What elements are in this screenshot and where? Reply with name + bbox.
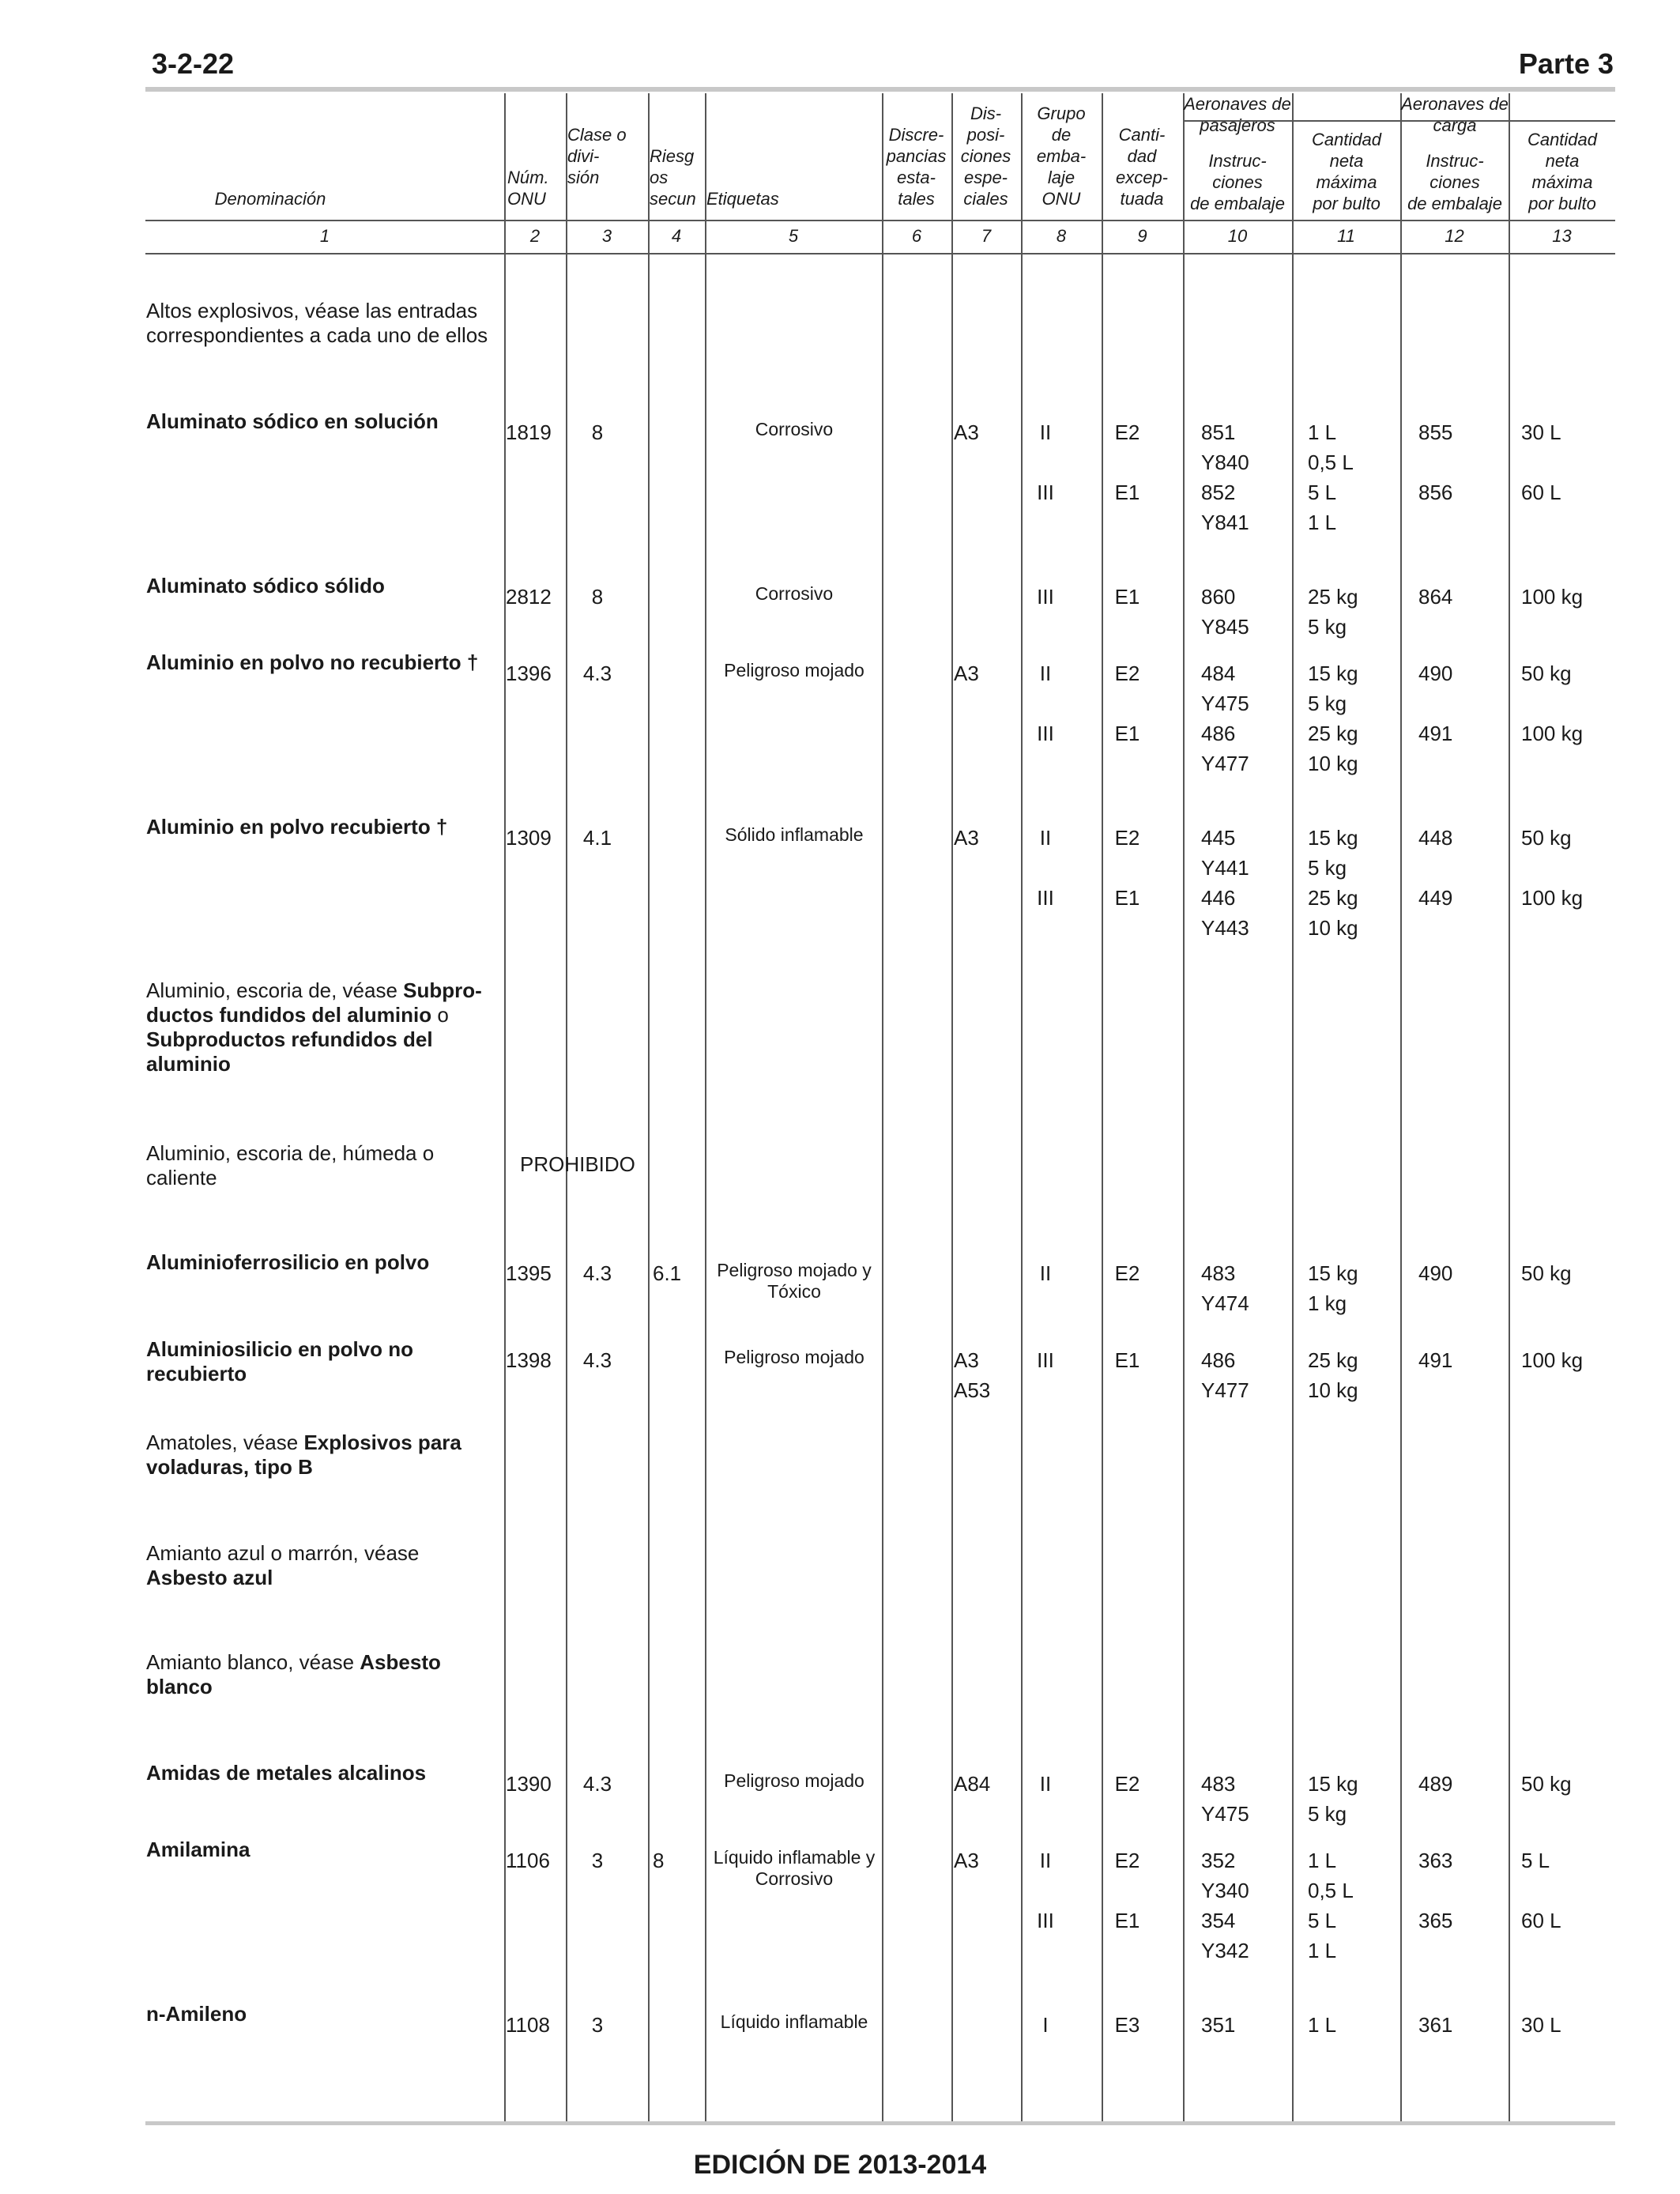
un-number: 1108 xyxy=(506,2013,550,2037)
un-number: 1398 xyxy=(506,1348,552,1372)
hazard-label: Líquido inflamable y Corrosivo xyxy=(713,1847,876,1889)
col-header-state-var: Discre- pancias esta- tales xyxy=(886,125,947,209)
column-separator xyxy=(951,93,953,2121)
col-header-special-prov: Dis- posi- ciones espe- ciales xyxy=(960,104,1011,209)
entry-name: Aluminato sódico en solución xyxy=(146,409,439,433)
entry-name: Aluminio, escoria de, véase Subpro-ductos fundidos del aluminio o Subproductos refundidos del aluminio xyxy=(146,978,482,1076)
passenger-max-quantity: 15 kg 5 kg xyxy=(1308,1772,1358,1826)
hazard-label: Sólido inflamable xyxy=(725,824,864,845)
column-number: 7 xyxy=(981,226,992,246)
column-separator xyxy=(648,93,650,2121)
column-number: 12 xyxy=(1445,226,1464,246)
cargo-packing-instruction: 491 xyxy=(1418,1348,1453,1372)
cargo-max-quantity: 50 kg xyxy=(1521,1772,1572,1796)
column-number: 11 xyxy=(1337,226,1355,246)
cargo-packing-instruction: 490 xyxy=(1418,1261,1453,1285)
prohibited-label: PROHIBIDO xyxy=(520,1152,635,1176)
column-separator xyxy=(882,93,883,2121)
entry-name: Altos explosivos, véase las entradas correspondientes a cada uno de ellos xyxy=(146,299,488,347)
un-number: 1106 xyxy=(506,1849,550,1872)
passenger-packing-instruction: 851 Y840 852 Y841 xyxy=(1201,420,1249,534)
passenger-packing-instruction: 483 Y475 xyxy=(1201,1772,1249,1826)
col-header-labels: Etiquetas xyxy=(706,189,779,209)
passenger-packing-instruction: 445 Y441 446 Y443 xyxy=(1201,826,1249,940)
subsidiary-risk: 8 xyxy=(653,1849,665,1872)
packing-group: I xyxy=(1042,2013,1049,2037)
hazard-class: 4.1 xyxy=(582,826,612,850)
packing-group: II III xyxy=(1037,420,1054,504)
cargo-packing-instruction: 448 449 xyxy=(1418,826,1453,910)
cargo-packing-instruction: 855 856 xyxy=(1418,420,1453,504)
column-number: 4 xyxy=(671,226,682,246)
packing-group: II III xyxy=(1037,1849,1054,1932)
hazard-label: Corrosivo xyxy=(755,419,834,439)
excepted-quantity: E2 E1 xyxy=(1114,662,1140,745)
cargo-max-quantity: 30 L 60 L xyxy=(1521,420,1561,504)
cargo-packing-instruction: 489 xyxy=(1418,1772,1453,1796)
column-separator xyxy=(1021,93,1023,2121)
hazard-class: 3 xyxy=(591,1849,604,1872)
packing-group: II xyxy=(1039,1261,1052,1285)
edition-footer: EDICIÓN DE 2013-2014 xyxy=(693,2150,987,2180)
passenger-max-quantity: 15 kg 1 kg xyxy=(1308,1261,1358,1315)
passenger-max-quantity: 25 kg 10 kg xyxy=(1308,1348,1358,1402)
hazard-label: Corrosivo xyxy=(755,583,834,604)
column-number: 5 xyxy=(788,226,799,246)
column-number-line xyxy=(145,253,1615,254)
passenger-packing-instruction: 483 Y474 xyxy=(1201,1261,1249,1315)
col-header-un: Núm. ONU xyxy=(507,168,549,209)
packing-group: II III xyxy=(1037,826,1054,910)
column-separator xyxy=(566,93,567,2121)
entry-name: Aluminioferrosilicio en polvo xyxy=(146,1250,430,1274)
passenger-max-quantity: 1 L 0,5 L 5 L 1 L xyxy=(1308,420,1354,534)
header-bottom-line xyxy=(145,220,1615,221)
column-number: 6 xyxy=(911,226,922,246)
passenger-packing-instruction: 860 Y845 xyxy=(1201,585,1249,639)
column-separator xyxy=(1183,93,1185,2121)
packing-group: II III xyxy=(1037,662,1054,745)
packing-group: III xyxy=(1037,585,1054,609)
un-number: 1390 xyxy=(506,1772,552,1796)
passenger-max-quantity: 15 kg 5 kg 25 kg 10 kg xyxy=(1308,662,1358,775)
cargo-max-quantity: 50 kg xyxy=(1521,1261,1572,1285)
cargo-max-quantity: 5 L 60 L xyxy=(1521,1849,1561,1932)
packing-group: II xyxy=(1039,1772,1052,1796)
page-number: 3-2-22 xyxy=(152,47,235,80)
cargo-max-quantity: 50 kg 100 kg xyxy=(1521,826,1584,910)
column-separator xyxy=(1400,93,1402,2121)
hazard-class: 4.3 xyxy=(582,662,612,685)
passenger-max-quantity: 1 L xyxy=(1308,2013,1337,2037)
column-number: 10 xyxy=(1227,226,1248,246)
un-number: 1395 xyxy=(506,1261,552,1285)
excepted-quantity: E2 xyxy=(1114,1772,1140,1796)
special-provisions: A3 xyxy=(954,420,979,444)
hazard-label: Líquido inflamable xyxy=(720,2011,868,2032)
column-number: 13 xyxy=(1552,226,1572,246)
hazard-class: 3 xyxy=(591,2013,604,2037)
entry-name: n-Amileno xyxy=(146,2002,247,2026)
un-number: 1396 xyxy=(506,662,552,685)
col-header-pass-qty: Cantidad neta máxima por bulto xyxy=(1311,130,1382,213)
special-provisions: A84 xyxy=(954,1772,991,1796)
special-provisions: A3 xyxy=(954,1849,979,1872)
excepted-quantity: E3 xyxy=(1114,2013,1140,2037)
cargo-packing-instruction: 363 365 xyxy=(1418,1849,1453,1932)
passenger-packing-instruction: 352 Y340 354 Y342 xyxy=(1201,1849,1249,1962)
col-header-excepted-qty: Canti- dad excep- tuada xyxy=(1115,125,1169,209)
entry-name: Amidas de metales alcalinos xyxy=(146,1761,427,1785)
entry-name: Aluminio en polvo no recubierto † xyxy=(146,650,479,674)
cargo-max-quantity: 30 L xyxy=(1521,2013,1561,2037)
entry-name: Amianto azul o marrón, véase Asbesto azul xyxy=(146,1541,420,1589)
col-header-denominacion: Denominación xyxy=(214,189,326,209)
excepted-quantity: E2 xyxy=(1114,1261,1140,1285)
col-header-subrisk: Riesg os secun xyxy=(650,146,696,209)
excepted-quantity: E2 E1 xyxy=(1114,420,1140,504)
passenger-packing-instruction: 484 Y475 486 Y477 xyxy=(1201,662,1249,775)
un-number: 1819 xyxy=(506,420,552,444)
passenger-max-quantity: 1 L 0,5 L 5 L 1 L xyxy=(1308,1849,1354,1962)
excepted-quantity: E2 E1 xyxy=(1114,826,1140,910)
special-provisions: A3 xyxy=(954,826,979,850)
entry-name: Amatoles, véase Explosivos para voladuras, tipo B xyxy=(146,1431,461,1479)
entry-name: Amilamina xyxy=(146,1838,250,1861)
column-number: 3 xyxy=(601,226,612,246)
entry-name: Aluminiosilicio en polvo no recubierto xyxy=(146,1337,414,1385)
hazard-label: Peligroso mojado xyxy=(724,1347,864,1367)
excepted-quantity: E1 xyxy=(1114,585,1140,609)
passenger-packing-instruction: 486 Y477 xyxy=(1201,1348,1249,1402)
col-header-cargo-instructions: Instruc- ciones de embalaje xyxy=(1407,151,1502,213)
hazard-label: Peligroso mojado y Tóxico xyxy=(717,1260,872,1302)
entry-name: Aluminato sódico sólido xyxy=(146,574,385,598)
entry-name: Aluminio, escoria de, húmeda o caliente xyxy=(146,1141,435,1189)
cargo-packing-instruction: 864 xyxy=(1418,585,1453,609)
passenger-packing-instruction: 351 xyxy=(1201,2013,1236,2037)
hazard-label: Peligroso mojado xyxy=(724,660,864,680)
hazard-class: 8 xyxy=(591,585,604,609)
cargo-max-quantity: 100 kg xyxy=(1521,585,1584,609)
column-number: 8 xyxy=(1056,226,1067,246)
hazard-class: 4.3 xyxy=(582,1348,612,1372)
cargo-packing-instruction: 490 491 xyxy=(1418,662,1453,745)
col-header-class: Clase o divi- sión xyxy=(567,125,627,187)
column-number: 1 xyxy=(319,226,330,246)
subsidiary-risk: 6.1 xyxy=(653,1261,682,1285)
column-separator xyxy=(705,93,706,2121)
excepted-quantity: E2 E1 xyxy=(1114,1849,1140,1932)
cargo-max-quantity: 50 kg 100 kg xyxy=(1521,662,1584,745)
column-number: 2 xyxy=(529,226,541,246)
column-number: 9 xyxy=(1137,226,1147,246)
passenger-max-quantity: 25 kg 5 kg xyxy=(1308,585,1358,639)
hazard-label: Peligroso mojado xyxy=(724,1770,864,1791)
passenger-max-quantity: 15 kg 5 kg 25 kg 10 kg xyxy=(1308,826,1358,940)
cargo-packing-instruction: 361 xyxy=(1418,2013,1453,2037)
un-number: 2812 xyxy=(506,585,552,609)
hazard-class: 4.3 xyxy=(582,1772,612,1796)
col-header-packing-group: Grupo de emba- laje ONU xyxy=(1036,104,1087,209)
column-separator xyxy=(1292,93,1294,2121)
packing-group: III xyxy=(1037,1348,1054,1372)
un-number: 1309 xyxy=(506,826,552,850)
excepted-quantity: E1 xyxy=(1114,1348,1140,1372)
part-label: Parte 3 xyxy=(1518,47,1614,80)
bottom-rule xyxy=(145,2121,1615,2125)
hazard-class: 4.3 xyxy=(582,1261,612,1285)
col-group-passenger: Aeronaves de pasajeros xyxy=(1184,94,1291,135)
hazard-class: 8 xyxy=(591,420,604,444)
col-group-cargo: Aeronaves de carga xyxy=(1401,94,1509,135)
column-separator xyxy=(1102,93,1103,2121)
column-separator xyxy=(1509,93,1510,2121)
entry-name: Aluminio en polvo recubierto † xyxy=(146,815,448,839)
col-header-pass-instructions: Instruc- ciones de embalaje xyxy=(1190,151,1285,213)
entry-name: Amianto blanco, véase Asbesto blanco xyxy=(146,1650,441,1698)
column-separator xyxy=(504,93,506,2121)
special-provisions: A3 xyxy=(954,662,979,685)
cargo-max-quantity: 100 kg xyxy=(1521,1348,1584,1372)
top-rule xyxy=(145,87,1615,92)
special-provisions: A3 A53 xyxy=(954,1348,991,1402)
col-header-cargo-qty: Cantidad neta máxima por bulto xyxy=(1527,130,1598,213)
